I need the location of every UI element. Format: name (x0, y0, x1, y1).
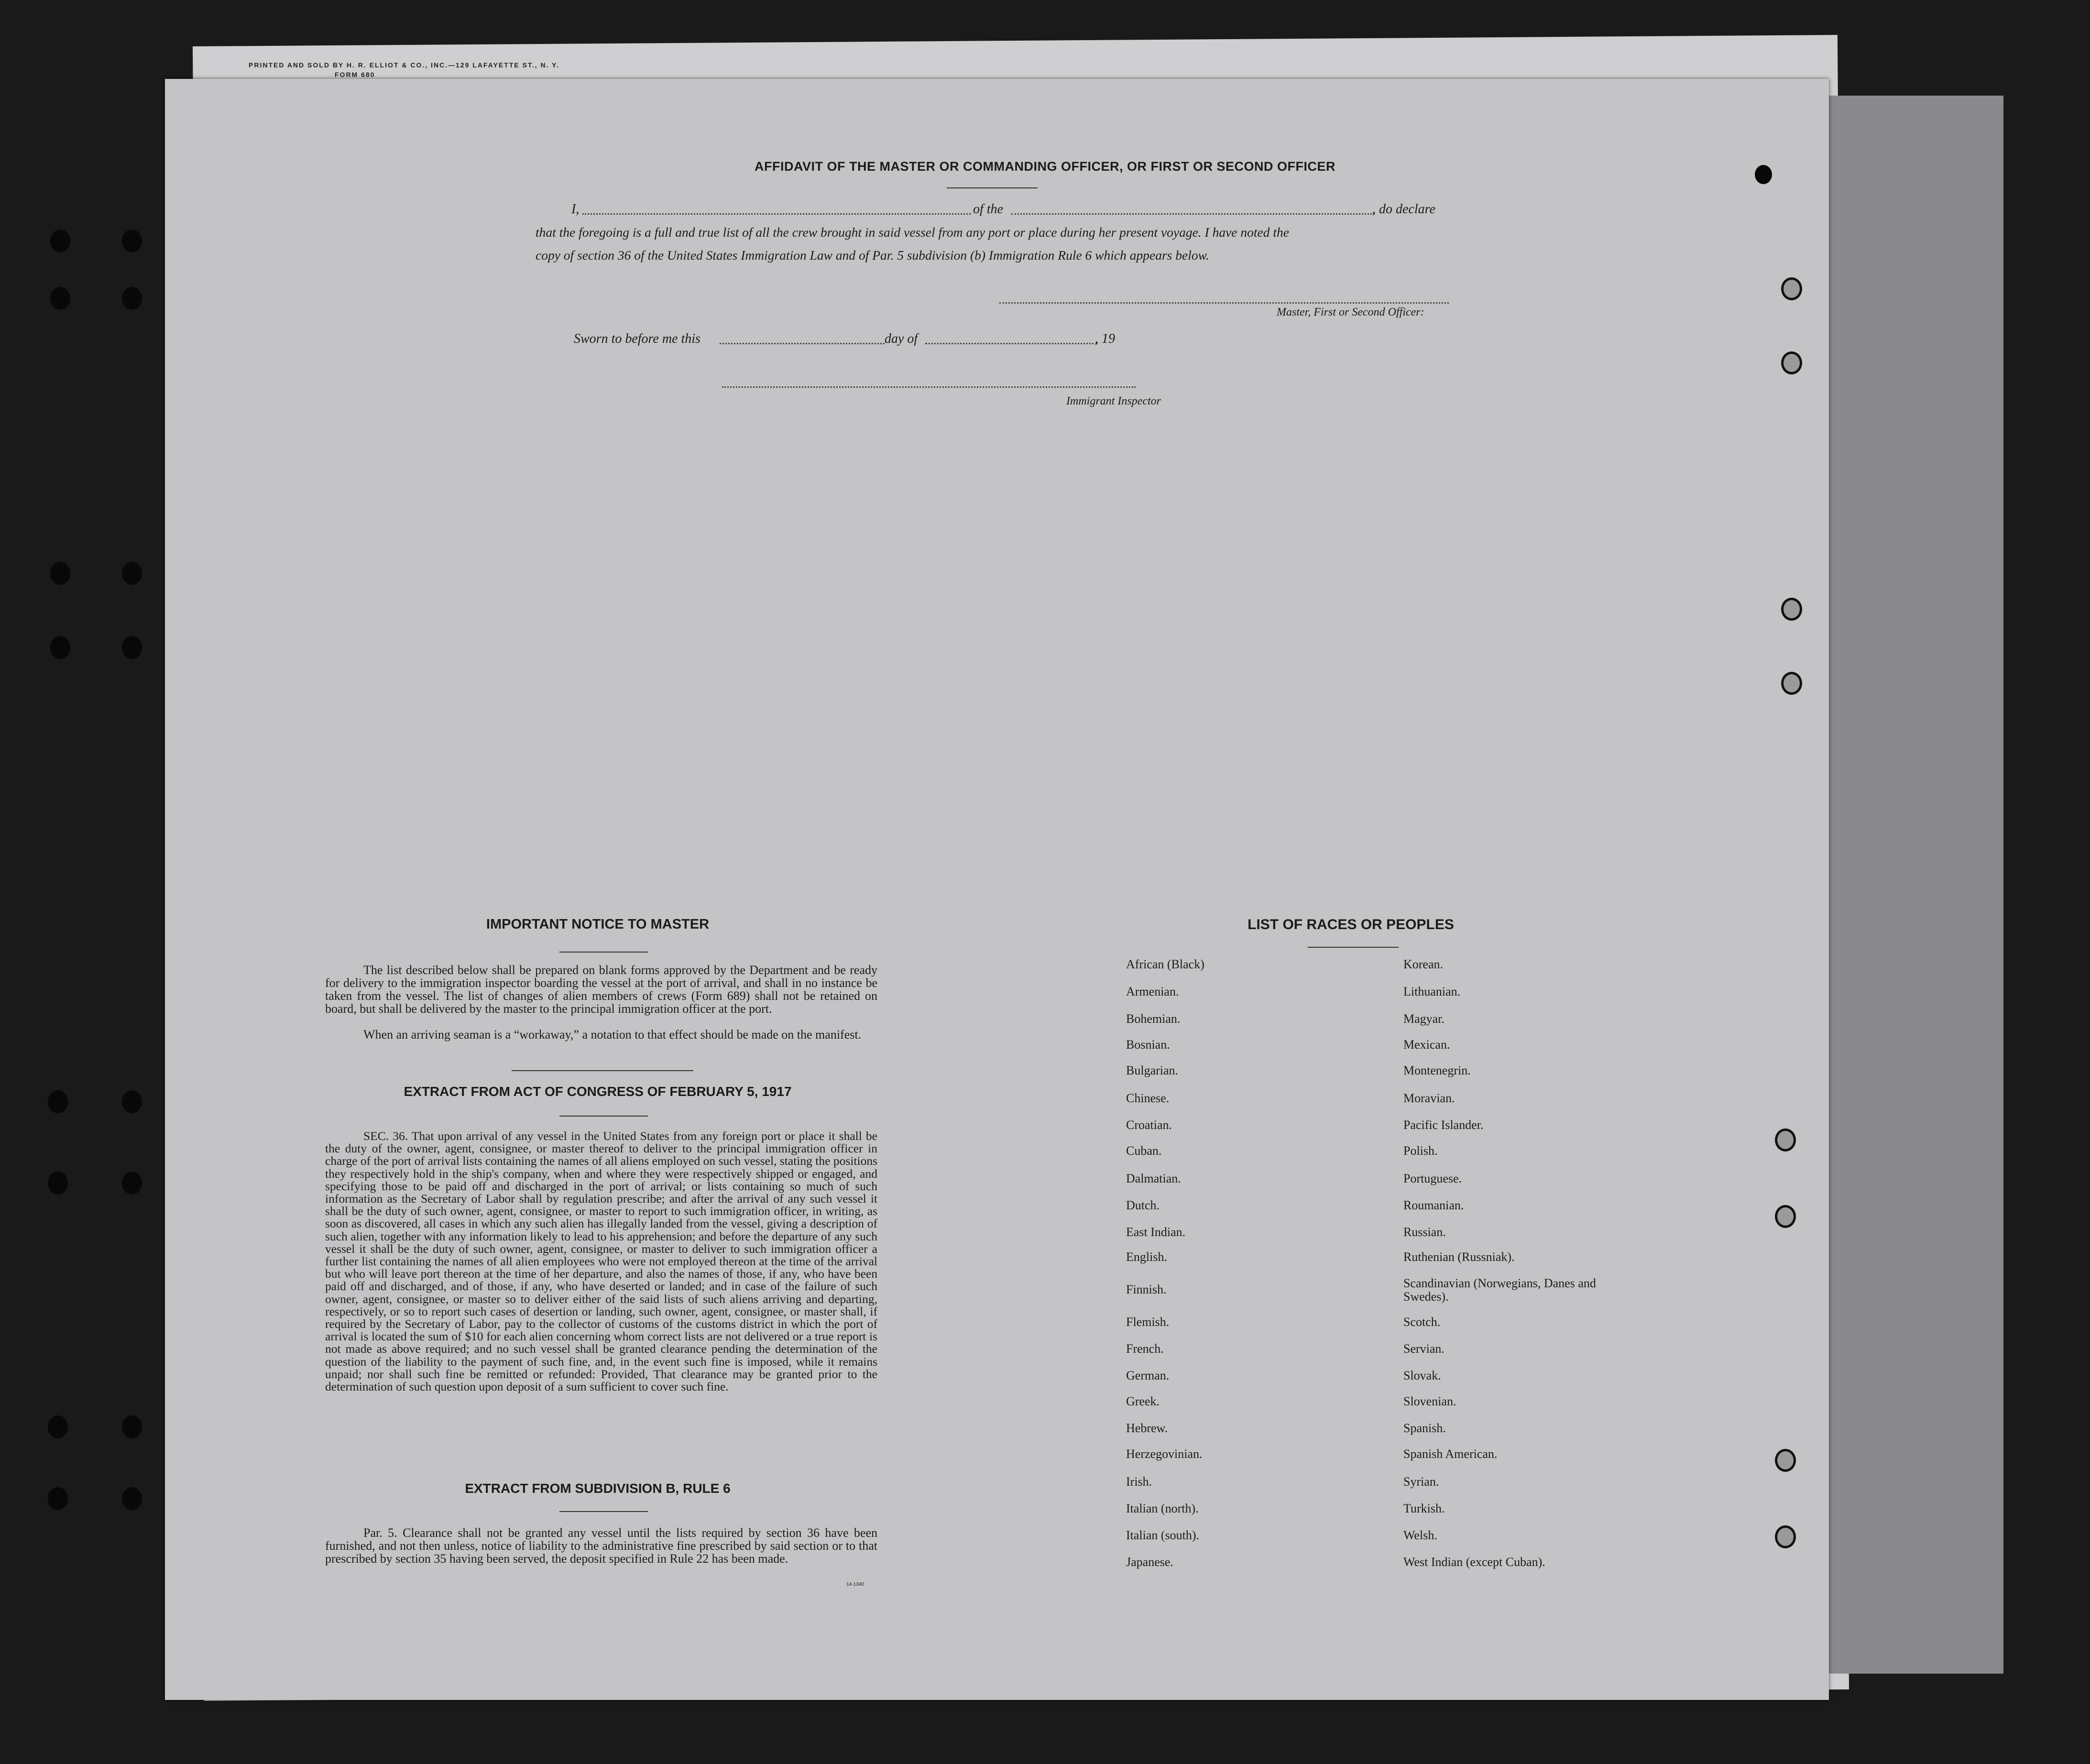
race-item: West Indian (except Cuban). (1403, 1555, 1545, 1569)
race-item: Lithuanian. (1403, 985, 1461, 998)
form-page (165, 79, 1829, 1700)
punch-hole (50, 287, 70, 310)
punch-hole (1775, 1449, 1796, 1472)
race-item: Pacific Islander. (1403, 1118, 1484, 1132)
race-item: Japanese. (1126, 1555, 1173, 1569)
race-item: English. (1126, 1250, 1167, 1264)
race-item: Finnish. (1126, 1282, 1167, 1296)
punch-hole (122, 287, 142, 310)
race-item: Chinese. (1126, 1091, 1170, 1105)
punch-hole (122, 562, 142, 585)
punch-hole (122, 1090, 142, 1113)
race-item: Italian (south). (1126, 1528, 1200, 1542)
master-signature-label: Master, First or Second Officer: (1277, 306, 1424, 318)
race-item: Slovenian. (1403, 1394, 1456, 1408)
race-item: Moravian. (1403, 1091, 1455, 1105)
inspector-signature-field[interactable] (722, 386, 1136, 388)
race-item: Bulgarian. (1126, 1063, 1179, 1077)
race-item: Dutch. (1126, 1198, 1160, 1212)
race-item: Scotch. (1403, 1315, 1441, 1329)
punch-hole (50, 230, 70, 252)
punch-hole (48, 1415, 68, 1438)
punch-hole (122, 1415, 142, 1438)
sworn-label: Sworn to before me this (574, 331, 700, 346)
race-item: Polish. (1403, 1144, 1438, 1158)
punch-hole (1775, 1129, 1796, 1151)
race-item: Cuban. (1126, 1144, 1162, 1158)
do-declare-label: , do declare (1372, 202, 1435, 217)
notice-title: IMPORTANT NOTICE TO MASTER (486, 917, 710, 932)
divider (512, 1070, 693, 1071)
inspector-label: Immigrant Inspector (1066, 395, 1161, 407)
race-item: African (Black) (1126, 957, 1204, 971)
race-item: Spanish American. (1403, 1447, 1498, 1461)
affidavit-line-2: that the foregoing is a full and true list of all the crew brought in said vessel from any port or place during her present voyage. I have noted the (536, 225, 1289, 240)
punch-hole (48, 1172, 68, 1194)
punch-hole (1781, 351, 1802, 374)
affidavit-line-3: copy of section 36 of the United States Immigration Law and of Par. 5 subdivision (b) Immigration Rule 6 which appears below. (536, 248, 1209, 263)
race-item: Bohemian. (1126, 1012, 1181, 1026)
punch-hole (1781, 598, 1802, 621)
form-code: 14-1340 (846, 1582, 864, 1587)
race-item: Ruthenian (Russniak). (1403, 1250, 1515, 1264)
punch-hole (122, 230, 142, 252)
notice-paragraph-2: When an arriving seaman is a “workaway,” a notation to that effect should be made on the manifest. (363, 1028, 862, 1041)
race-item: Servian. (1403, 1342, 1444, 1356)
vessel-field[interactable] (1011, 213, 1375, 215)
race-item: Dalmatian. (1126, 1172, 1181, 1185)
divider (559, 952, 648, 953)
extract-act-text: SEC. 36. That upon arrival of any vessel in the United States from any foreign port or place it shall be the duty of the owner, agent, consignee, or master thereof to deliver to the principal immigration officer in charge of the port of arrival lists containing the names of all aliens employed on such vessel, stating the positions they respectively hold in the ship's company, when and where they were respectively shipped or engaged, and specifying those to be paid off and discharged in the port of arrival; or lists containing so much of such information as the Secretary of Labor shall by regulation prescribe; and after the arrival of any such vessel it shall be the duty of such owner, agent, consignee, or master to report to such immigration officer, in writing, as soon as discovered, all cases in which any such alien has illegally landed from the vessel, giving a description of such alien, together with any information likely to lead to his apprehension; and before the departure of any such vessel it shall be the duty of such owner, agent, consignee, or master to deliver to such immigration officer a further list containing the names of all alien employees who were not employed thereon at the time of the arrival but who will leave port thereon at the time of her departure, and also the names of those, if any, who have been paid off and discharged, and of those, if any, who have deserted or landed; and in case of the failure of such owner, agent, consignee, or master so to deliver either of the said lists of such aliens arriving and departing, respectively, or so to report such cases of desertion or landing, such owner, agent, consignee, or master shall, if required by the Secretary of Labor, pay to the collector of customs of the customs district in which the port of arrival is located the sum of $10 for each alien concerning whom correct lists are not delivered or a true report is not made as above required; and no such vessel shall be granted clearance pending the determination of the question of the liability to the payment of such fine, and, in the event such fine is imposed, while it remains unpaid; nor shall such fine be remitted or refunded: Provided, That clearance may be granted prior to the determination of such question upon deposit of a sum sufficient to cover such fine. (325, 1129, 877, 1394)
punch-hole (50, 562, 70, 585)
i-label: I, (571, 202, 580, 217)
punch-hole (1781, 277, 1802, 300)
races-title: LIST OF RACES OR PEOPLES (1247, 917, 1454, 932)
punch-hole (122, 636, 142, 659)
punch-hole (1775, 1205, 1796, 1228)
race-item: Flemish. (1126, 1315, 1170, 1329)
race-item: Croatian. (1126, 1118, 1172, 1132)
punch-hole (50, 636, 70, 659)
punch-hole (48, 1090, 68, 1113)
sworn-day-field[interactable] (720, 343, 885, 344)
race-item: Turkish. (1403, 1501, 1445, 1515)
divider (947, 187, 1038, 188)
notice-paragraph-1: The list described below shall be prepared on blank forms approved by the Department and be ready for delivery to the immigration inspector boarding the vessel at the port of arrival, and shall in no instance be taken from the vessel. The list of changes of alien members of crews (Form 689) shall not be retained on board, but shall be delivered by the master to the principal immigration officer at the port. (325, 963, 877, 1016)
race-item: Montenegrin. (1403, 1063, 1471, 1077)
race-item: Italian (north). (1126, 1501, 1199, 1515)
of-the-label: of the (973, 202, 1003, 217)
race-item: Magyar. (1403, 1012, 1444, 1026)
race-item: Armenian. (1126, 985, 1179, 998)
affidavit-title: AFFIDAVIT OF THE MASTER OR COMMANDING OFFICER, OR FIRST OR SECOND OFFICER (755, 159, 1335, 174)
master-signature-field[interactable] (999, 302, 1449, 304)
race-item: Slovak. (1403, 1369, 1441, 1382)
race-item: Russian. (1403, 1225, 1446, 1239)
race-item: Scandinavian (Norwegians, Danes and Swedes). (1403, 1276, 1596, 1304)
race-item: Irish. (1126, 1475, 1152, 1489)
extract-rule-text: Par. 5. Clearance shall not be granted any vessel until the lists required by section 36 have been furnished, and not then unless, notice of liability to the administrative fine prescribed by said section or to that prescribed by section 35 having been served, the deposit specified in Rule 22 has been made. (325, 1526, 877, 1566)
divider (559, 1511, 648, 1512)
punch-hole (1781, 672, 1802, 695)
race-item: Roumanian. (1403, 1198, 1464, 1212)
race-item: Hebrew. (1126, 1421, 1168, 1435)
race-item: German. (1126, 1369, 1170, 1382)
extract-rule-title: EXTRACT FROM SUBDIVISION B, RULE 6 (465, 1481, 731, 1496)
race-item: East Indian. (1126, 1225, 1186, 1239)
race-item: Welsh. (1403, 1528, 1437, 1542)
race-item: Korean. (1403, 957, 1444, 971)
side-sheet (1827, 96, 2003, 1674)
extract-act-title: EXTRACT FROM ACT OF CONGRESS OF FEBRUARY 5, 1917 (404, 1084, 792, 1099)
race-item: Portuguese. (1403, 1172, 1462, 1185)
race-item: Spanish. (1403, 1421, 1446, 1435)
race-item: Greek. (1126, 1394, 1160, 1408)
year-label: , 19 (1095, 331, 1115, 346)
printer-line: PRINTED AND SOLD BY H. R. ELLIOT & CO., INC.—129 LAFAYETTE ST., N. Y. (249, 61, 559, 69)
punch-hole (48, 1487, 68, 1510)
printer-header (249, 61, 559, 78)
divider (1308, 947, 1399, 948)
punch-hole (1775, 1525, 1796, 1548)
punch-hole (122, 1487, 142, 1510)
day-of-label: day of (885, 331, 918, 346)
race-item: Syrian. (1403, 1475, 1439, 1489)
race-item: Bosnian. (1126, 1038, 1170, 1052)
name-field[interactable] (582, 213, 971, 215)
race-item: Mexican. (1403, 1038, 1450, 1052)
race-item: French. (1126, 1342, 1164, 1356)
form-number: FORM 680 (335, 71, 375, 78)
divider (559, 1116, 648, 1117)
punch-hole (122, 1172, 142, 1194)
sworn-month-field[interactable] (925, 343, 1097, 344)
race-item: Herzegovinian. (1126, 1447, 1203, 1461)
